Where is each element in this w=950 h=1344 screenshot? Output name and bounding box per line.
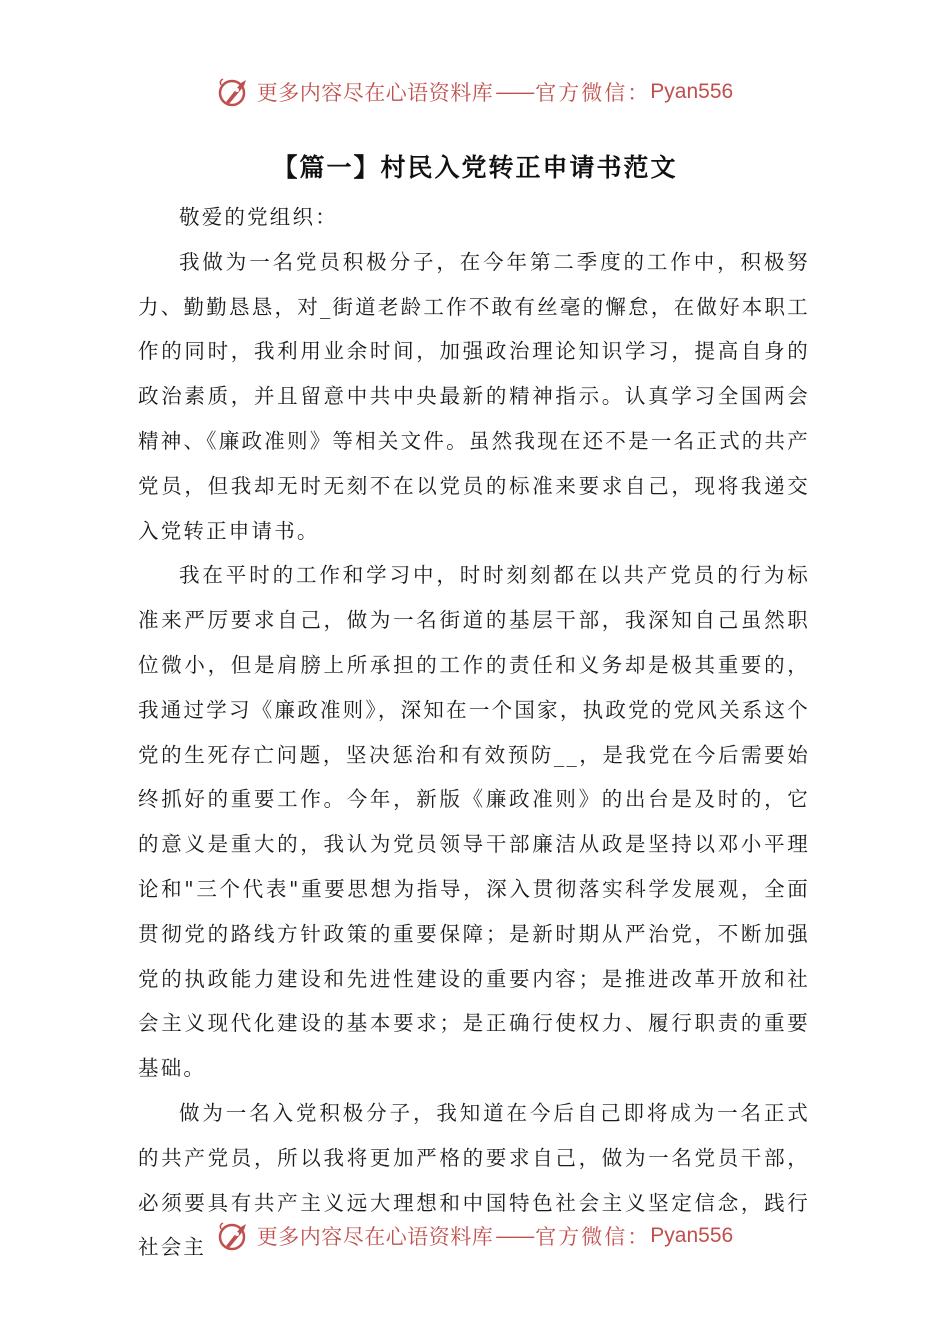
footer-banner bbox=[0, 1214, 950, 1258]
banner-dash: —— bbox=[495, 1224, 534, 1248]
pen-nib-logo-icon bbox=[217, 75, 251, 109]
paragraph: 做为一名入党积极分子，我知道在今后自己即将成为一名正式的共产党员，所以我将更加严格的要求自己，做为一名党员干部，必须要具有共产主义远大理想和中国特色社会主义坚定信念，践行社会主 bbox=[138, 1100, 810, 1260]
banner-site-name: 更多内容尽在心语资料库 bbox=[256, 1225, 494, 1249]
greeting: 敬爱的党组织： bbox=[179, 205, 338, 229]
paragraph: 我在平时的工作和学习中，时时刻刻都在以共产党员的行为标准来严厉要求自己，做为一名街道的基层干部，我深知自己虽然职位微小，但是肩膀上所承担的工作的责任和义务却是极其重要的，我通过学习《廉政准则》，深知在一个国家，执政党的党风关系这个党的生死存亡问题，坚决惩治和有效预防__，是我党在今后需要始终抓好的重要工作。今年，新版《廉政准则》的出台是及时的，它的意义是重大的，我认为党员领导干部廉洁从政是坚持以邓小平理论和"三个代表"重要思想为指导，深入贯彻落实科学发展观，全面贯彻党的路线方针政策的重要保障；是新时期从严治党，不断加强党的执政能力建设和先进性建设的重要内容；是推进改革开放和社会主义现代化建设的基本要求；是正确行使权力、履行职责的重要基础。 bbox=[138, 563, 810, 1081]
banner-dash: —— bbox=[495, 80, 534, 104]
banner-site-name: 更多内容尽在心语资料库 bbox=[256, 81, 494, 105]
banner-wechat-id: Pyan556 bbox=[650, 80, 734, 103]
banner-wechat-id: Pyan556 bbox=[650, 1224, 734, 1247]
document-body bbox=[138, 195, 810, 1270]
pen-nib-logo-icon bbox=[217, 1219, 251, 1253]
banner-wechat-label: 官方微信： bbox=[535, 1225, 651, 1249]
header-banner bbox=[0, 70, 950, 114]
document-title: 【篇一】村民入党转正申请书范文 bbox=[272, 153, 678, 182]
paragraph: 我做为一名党员积极分子，在今年第二季度的工作中，积极努力、勤勤恳恳，对_街道老龄工作不敢有丝毫的懈怠，在做好本职工作的同时，我利用业余时间，加强政治理论知识学习，提高自身的政治素质，并且留意中共中央最新的精神指示。认真学习全国两会精神、《廉政准则》等相关文件。虽然我现在还不是一名正式的共产党员，但我却无时无刻不在以党员的标准来要求自己，现将我递交入党转正申请书。 bbox=[138, 249, 810, 543]
banner-wechat-label: 官方微信： bbox=[535, 81, 651, 105]
